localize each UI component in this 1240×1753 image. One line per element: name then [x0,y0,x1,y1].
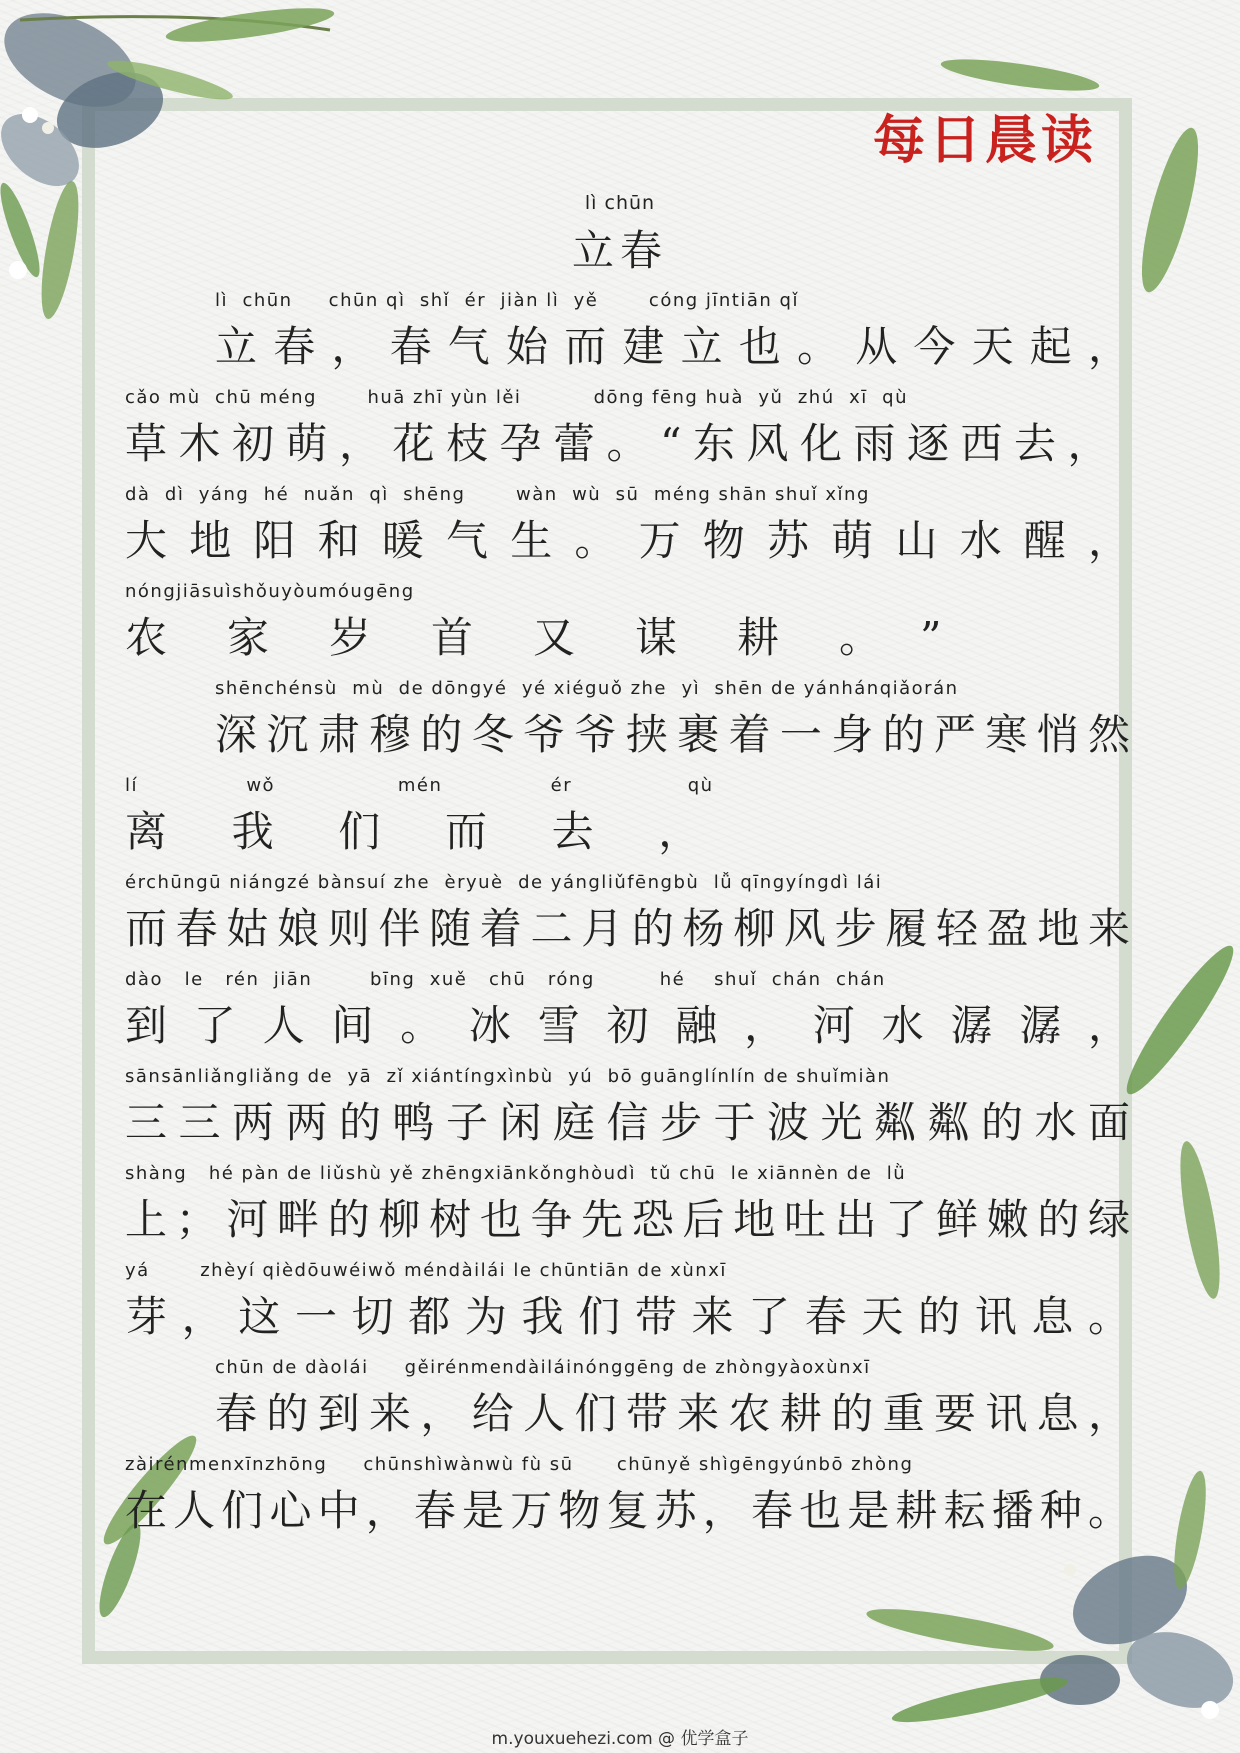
text-line [125,1260,1145,1350]
pinyin-line: érchūngū niángzé bànsuí zhe èryuè de yángliǔfēngbù lǚ qīngyíngdì lái [125,872,883,893]
leaves-top-right [940,40,1240,320]
text-line [125,387,1130,477]
text-line [125,872,1139,962]
pinyin-line: chūn de dàolái gěirénmendàiláinónggēng de zhòngyàoxùnxī [215,1357,871,1378]
hanzi-line: 农家岁首又谋耕。” [125,613,1002,662]
hanzi-line: 大地阳和暖气生。万物苏萌山水醒， [125,516,1153,565]
pinyin-line: nóngjiāsuìshǒuyòumóugēng [125,581,415,602]
pinyin-line: lí wǒ mén ér qù [125,775,714,796]
article-title: 立春 [571,226,668,275]
text-line [125,484,1153,574]
pinyin-line: yá zhèyí qièdōuwéiwǒ méndàilái le chūntiān de xùnxī [125,1260,727,1281]
hanzi-line: 到了人间。冰雪初融，河水潺潺， [125,1001,1157,1050]
pinyin-line: sānsānliǎngliǎng de yā zǐ xiántíngxìnbù yú bō guānglínlín de shuǐmiàn [125,1066,891,1087]
pinyin-line: cǎo mù chū méng huā zhī yùn lěi dōng fēng huà yǔ zhú xī qù [125,387,908,408]
text-line [215,1357,1140,1447]
pinyin-line: dà dì yáng hé nuǎn qì shēng wàn wù sū méng shān shuǐ xǐng [125,484,870,505]
text-line [125,1163,1139,1253]
text-line [215,678,1140,768]
title-pinyin: lì chūn [584,192,656,214]
footer-watermark: m.youxuehezi.com @ 优学盒子 [491,1729,749,1749]
pinyin-line: zàirénmenxīnzhōng chūnshìwànwù fù sū chūnyě shìgēngyúnbō zhòng [125,1454,914,1475]
hanzi-line: 春的到来，给人们带来农耕的重要讯息， [215,1389,1140,1438]
hanzi-line: 深沉肃穆的冬爷爷挟裹着一身的严寒悄然 [215,710,1140,759]
text-line [125,775,1130,865]
pinyin-line: dào le rén jiān bīng xuě chū róng hé shuǐ chán chán [125,969,886,990]
text-line [125,581,1130,671]
hanzi-line: 离 我 们 而 去 ， [125,807,707,856]
text-line [215,290,1147,380]
hanzi-line: 芽，这一切都为我们带来了春天的讯息。 [125,1292,1145,1341]
text-line [125,1066,1142,1156]
hanzi-line: 上；河畔的柳树也争先恐后地吐出了鲜嫩的绿 [125,1195,1139,1244]
hanzi-line: 在人们心中，春是万物复苏，春也是耕耘播种。 [125,1486,1137,1535]
hanzi-line: 立春，春气始而建立也。从今天起， [215,322,1147,371]
text-line [125,1454,1137,1544]
pinyin-line: shēnchénsù mù de dōngyé yé xiéguǒ zhe yì shēn de yánhánqiǎorán [215,678,959,699]
hanzi-line: 三三两两的鸭子闲庭信步于波光粼粼的水面 [125,1098,1142,1147]
text-line [125,969,1157,1059]
page-header-title: 每日晨读 [872,110,1097,171]
pinyin-line: shàng hé pàn de liǔshù yě zhēngxiānkǒnghòudì tǔ chū le xiānnèn de lǜ [125,1163,907,1184]
hanzi-line: 草木初萌，花枝孕蕾。“东风化雨逐西去， [125,419,1121,468]
hanzi-line: 而春姑娘则伴随着二月的杨柳风步履轻盈地来 [125,904,1139,953]
pinyin-line: lì chūn chūn qì shǐ ér jiàn lì yě cóng jīntiān qǐ [215,290,799,311]
